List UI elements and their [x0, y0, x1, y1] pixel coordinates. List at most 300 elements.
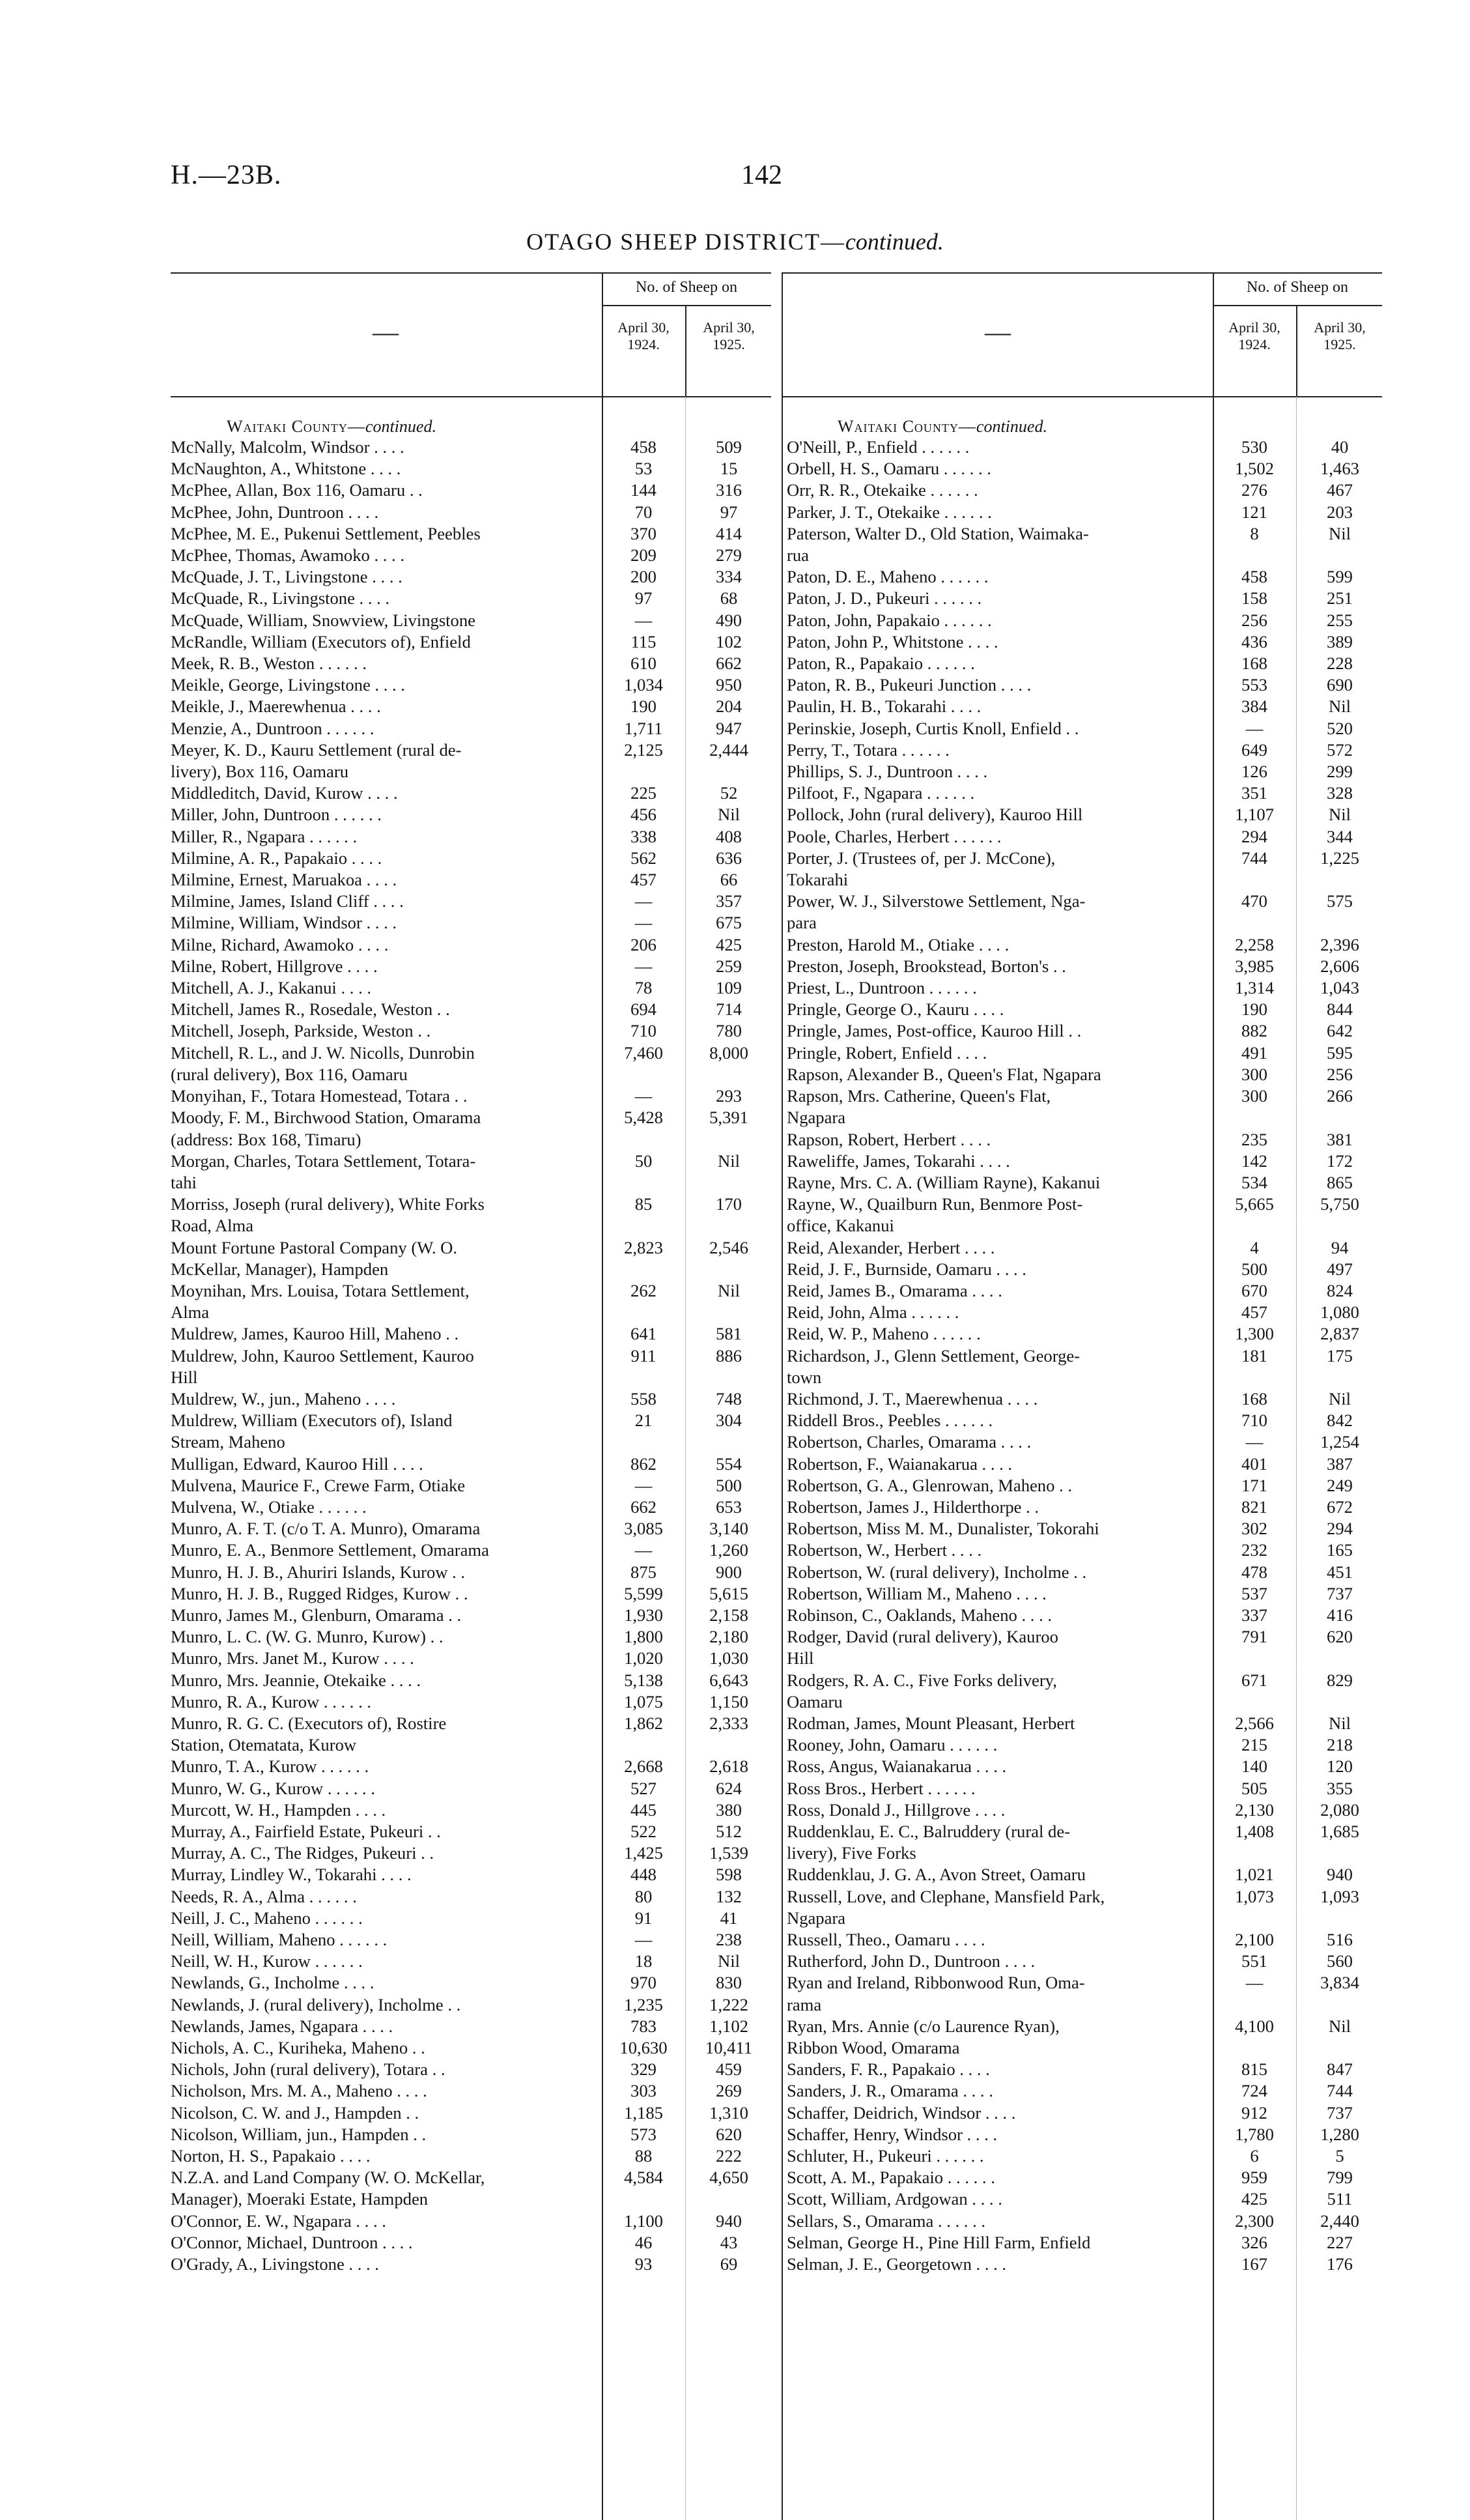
sheep-1924: 5,428 — [624, 1108, 663, 1128]
sheep-1924: 783 — [630, 2016, 657, 2036]
table-row — [171, 1388, 771, 1410]
sheep-1925: 256 — [1327, 1064, 1353, 1084]
sheep-1925: 459 — [716, 2059, 742, 2080]
table-row — [171, 1562, 771, 1583]
table-row — [782, 1929, 1382, 1951]
sheep-1925: 560 — [1327, 1951, 1353, 1971]
table-row — [171, 1042, 771, 1085]
sheep-1924: 527 — [630, 1778, 657, 1798]
owner-name: McPhee, Thomas, Awamoko . . . . — [171, 545, 405, 566]
owner-name: Murray, Lindley W., Tokarahi . . . . — [171, 1865, 412, 1885]
sheep-1925: 636 — [716, 848, 742, 868]
owner-name: Richardson, J., Glenn Settlement, George- town — [787, 1345, 1081, 1387]
table-row — [782, 588, 1382, 609]
sheep-1925: 355 — [1327, 1778, 1353, 1798]
owner-name: Rodger, David (rural delivery), Kauroo Hill — [787, 1627, 1058, 1668]
owner-name: Rapson, Alexander B., Queen's Flat, Ngapara — [787, 1064, 1101, 1084]
sheep-1924: — — [634, 891, 653, 911]
sheep-1925: 97 — [720, 502, 738, 522]
table-row — [171, 1453, 771, 1475]
col-1924-header: April 30, 1924. — [1228, 319, 1280, 352]
sheep-1925: 799 — [1327, 2168, 1353, 2188]
sheep-1924: 456 — [630, 805, 657, 825]
owner-name: Nichols, John (rural delivery), Totara . . — [171, 2059, 445, 2080]
table-row — [171, 674, 771, 696]
sheep-1924: 168 — [1241, 653, 1267, 674]
right-entries — [782, 437, 1382, 2275]
table-row — [782, 1172, 1382, 1194]
table-row — [782, 653, 1382, 674]
sheep-1925: 304 — [716, 1410, 742, 1431]
owner-name: McPhee, Allan, Box 116, Oamaru . . — [171, 480, 423, 500]
sheep-1924: 1,075 — [624, 1691, 663, 1711]
sheep-1925: 595 — [1327, 1042, 1353, 1063]
sheep-1924: 670 — [1241, 1280, 1267, 1300]
table-row — [782, 1280, 1382, 1302]
owner-name: Paton, J. D., Pukeuri . . . . . . — [787, 588, 982, 609]
sheep-1924: 448 — [630, 1865, 657, 1885]
owner-name: Neill, J. C., Maheno . . . . . . — [171, 1908, 363, 1928]
owner-name: Munro, T. A., Kurow . . . . . . — [171, 1756, 369, 1777]
sheep-1924: 710 — [1241, 1410, 1267, 1431]
owner-name: Selman, George H., Pine Hill Farm, Enfield — [787, 2232, 1091, 2252]
table-row — [782, 1431, 1382, 1453]
sheep-1925: Nil — [1329, 523, 1351, 543]
sheep-1925: Nil — [718, 1951, 740, 1971]
table-row — [171, 610, 771, 631]
table-row — [171, 956, 771, 977]
section-name: Waitaki County— — [227, 417, 365, 436]
owner-name: Rayne, Mrs. C. A. (William Rayne), Kakanui — [787, 1172, 1101, 1192]
sheep-1924: 875 — [630, 1562, 657, 1582]
table-row — [171, 502, 771, 523]
sheep-1924: 530 — [1241, 437, 1267, 457]
sheep-1925: 425 — [716, 934, 742, 954]
sheep-1924: 91 — [634, 1908, 653, 1928]
sheep-1924: 458 — [1241, 567, 1267, 587]
sheep-1924: 171 — [1241, 1475, 1267, 1495]
sheep-1924: 649 — [1241, 739, 1267, 760]
table-row — [782, 761, 1382, 782]
sheep-1924: 262 — [630, 1280, 657, 1300]
owner-name: Raweliffe, James, Tokarahi . . . . — [787, 1151, 1010, 1171]
table-row — [782, 1864, 1382, 1885]
section-heading — [171, 397, 771, 437]
sheep-1925: 1,080 — [1320, 1302, 1359, 1323]
table-row — [171, 2232, 771, 2254]
table-row — [782, 1670, 1382, 1713]
sheep-1925: 512 — [716, 1822, 742, 1841]
owner-name: McPhee, John, Duntroon . . . . — [171, 502, 379, 522]
sheep-1924: 1,862 — [624, 1713, 663, 1733]
table-row — [171, 566, 771, 588]
owner-name: McQuade, J. T., Livingstone . . . . — [171, 567, 403, 587]
sheep-1925: 624 — [716, 1778, 742, 1798]
table-row — [171, 653, 771, 674]
table-row — [171, 2167, 771, 2210]
table-row — [171, 1756, 771, 1777]
sheep-1925: 228 — [1327, 653, 1353, 674]
right-table-header — [782, 272, 1382, 397]
sheep-1925: 1,102 — [709, 2016, 748, 2036]
sheep-1924: — — [634, 610, 653, 630]
table-row — [171, 1691, 771, 1713]
sheep-1924: 200 — [630, 567, 657, 587]
sheep-1925: 516 — [1327, 1930, 1353, 1950]
sheep-1925: 2,618 — [709, 1756, 748, 1777]
sheep-1924: 744 — [1241, 848, 1267, 868]
sheep-1924: 862 — [630, 1453, 657, 1474]
sheep-1924: 6 — [1250, 2146, 1259, 2166]
table-row — [782, 1886, 1382, 1929]
sheep-1925: 744 — [1327, 2081, 1353, 2101]
sheep-1924: — — [634, 1930, 653, 1950]
name-column-dash: — — [985, 317, 1011, 347]
sheep-1925: 509 — [716, 437, 742, 457]
sheep-1924: 500 — [1241, 1259, 1267, 1279]
table-row — [171, 2124, 771, 2145]
table-row — [782, 2124, 1382, 2145]
sheep-1924: 610 — [630, 653, 657, 674]
table-row — [171, 2016, 771, 2037]
sheep-1925: 387 — [1327, 1453, 1353, 1474]
owner-name: Reid, J. F., Burnside, Oamaru . . . . — [787, 1259, 1026, 1279]
table-row — [171, 2145, 771, 2167]
sheep-1925: 294 — [1327, 1519, 1353, 1539]
owner-name: Power, W. J., Silverstowe Settlement, Nga- para — [787, 891, 1086, 933]
owner-name: O'Grady, A., Livingstone . . . . — [171, 2254, 379, 2274]
sheep-1925: 690 — [1327, 675, 1353, 695]
table-row — [171, 1648, 771, 1669]
sheep-1925: 299 — [1327, 762, 1353, 782]
owner-name: Newlands, J. (rural delivery), Incholme . . — [171, 1994, 461, 2014]
sheep-1925: 259 — [716, 956, 742, 976]
table-row — [782, 891, 1382, 934]
sheep-1925: 830 — [716, 1973, 742, 1993]
sheep-1924: 911 — [630, 1345, 657, 1366]
sheep-1925: 120 — [1327, 1756, 1353, 1777]
table-row — [782, 848, 1382, 891]
sheep-1924: 121 — [1241, 502, 1267, 522]
sheep-1925: 94 — [1331, 1237, 1349, 1257]
sheep-1925: 824 — [1327, 1280, 1353, 1300]
owner-name: Poole, Charles, Herbert . . . . . . — [787, 826, 1002, 846]
sheep-1925: 204 — [716, 696, 742, 717]
sheep-1924: 4 — [1250, 1237, 1259, 1257]
sheep-1924: 1,021 — [1235, 1865, 1274, 1885]
sheep-1925: 2,444 — [709, 739, 748, 760]
table-row — [782, 718, 1382, 739]
sheep-1924: 53 — [634, 459, 653, 479]
page-title — [0, 228, 1470, 255]
sheep-1924: — — [1245, 718, 1264, 738]
sheep-1925: 737 — [1327, 1583, 1353, 1603]
owner-name: Mitchell, R. L., and J. W. Nicolls, Dunrobin (rural delivery), Box 116, Oamaru — [171, 1042, 475, 1084]
sheep-1924: 256 — [1241, 610, 1267, 630]
table-row — [782, 1302, 1382, 1323]
owner-name: Scott, William, Ardgowan . . . . — [787, 2189, 1002, 2209]
table-row — [171, 1237, 771, 1280]
sheep-1925: 5,750 — [1320, 1194, 1359, 1214]
table-row — [782, 1237, 1382, 1259]
owner-name: Paton, John, Papakaio . . . . . . — [787, 610, 992, 630]
owner-name: O'Neill, P., Enfield . . . . . . — [787, 437, 970, 457]
title-continued: continued. — [845, 229, 944, 255]
sheep-1925: 947 — [716, 718, 742, 738]
owner-name: Pollock, John (rural delivery), Kauroo Hill — [787, 805, 1083, 825]
sheep-1925: 279 — [716, 545, 742, 566]
owner-name: Nichols, A. C., Kuriheka, Maheno . . — [171, 2038, 425, 2058]
sheep-1925: 68 — [720, 588, 738, 609]
sheep-1925: 3,140 — [709, 1519, 748, 1539]
sheep-1924: 337 — [1241, 1605, 1267, 1625]
owner-name: Porter, J. (Trustees of, per J. McCone), Tokarahi — [787, 848, 1056, 890]
sheep-1925: Nil — [1329, 696, 1351, 717]
sheep-1925: 451 — [1327, 1562, 1353, 1582]
sheep-1925: 662 — [716, 653, 742, 674]
sheep-1925: 344 — [1327, 826, 1353, 846]
sheep-1924: — — [1245, 1432, 1264, 1452]
owner-name: Paton, R., Papakaio . . . . . . — [787, 653, 975, 674]
table-row — [782, 1562, 1382, 1583]
owner-name: Perry, T., Totara . . . . . . — [787, 739, 950, 760]
table-row — [171, 1539, 771, 1561]
sheep-1925: 1,043 — [1320, 978, 1359, 998]
owner-name: Moody, F. M., Birchwood Station, Omarama (address: Box 168, Timaru) — [171, 1108, 481, 1149]
table-row — [782, 1064, 1382, 1085]
sheep-1924: 10,630 — [619, 2038, 668, 2058]
owner-name: McNaughton, A., Whitstone . . . . — [171, 459, 401, 479]
table-row — [171, 1280, 771, 1323]
owner-name: Robertson, Charles, Omarama . . . . — [787, 1432, 1032, 1452]
sheep-1925: 2,180 — [709, 1627, 748, 1647]
sheep-1925: 620 — [1327, 1627, 1353, 1647]
table-row — [782, 2145, 1382, 2167]
owner-name: Munro, R. A., Kurow . . . . . . — [171, 1691, 372, 1711]
table-row — [782, 1778, 1382, 1799]
table-row — [782, 1259, 1382, 1280]
sheep-1925: 408 — [716, 826, 742, 846]
table-row — [171, 1410, 771, 1453]
table-row — [171, 912, 771, 934]
owner-name: Pilfoot, F., Ngapara . . . . . . — [787, 783, 975, 803]
table-row — [171, 631, 771, 653]
owner-name: Muldrew, John, Kauroo Settlement, Kauroo Hill — [171, 1345, 474, 1387]
sheep-1925: Nil — [1329, 805, 1351, 825]
sheep-1924: 537 — [1241, 1583, 1267, 1603]
sheep-1924: 21 — [634, 1410, 653, 1431]
owner-name: Mulvena, W., Otiake . . . . . . — [171, 1496, 367, 1517]
sheep-1925: 249 — [1327, 1475, 1353, 1495]
sheep-1924: 2,300 — [1235, 2211, 1274, 2231]
sheep-1924: 235 — [1241, 1129, 1267, 1149]
table-row — [171, 718, 771, 739]
sheep-1924: 168 — [1241, 1388, 1267, 1409]
owner-name: Nicolson, C. W. and J., Hampden . . — [171, 2102, 419, 2123]
sheep-1925: 780 — [716, 1021, 742, 1041]
sheep-1924: 158 — [1241, 588, 1267, 609]
table-row — [171, 934, 771, 956]
owner-name: Schaffer, Henry, Windsor . . . . — [787, 2124, 998, 2144]
sheep-1925: 328 — [1327, 783, 1353, 803]
table-row — [171, 1929, 771, 1951]
owner-name: Murray, A., Fairfield Estate, Pukeuri . . — [171, 1822, 441, 1841]
sheep-1924: 1,034 — [624, 675, 663, 695]
page-number: 142 — [741, 160, 782, 190]
sheep-1925: 572 — [1327, 739, 1353, 760]
owner-name: Meek, R. B., Weston . . . . . . — [171, 653, 367, 674]
table-row — [782, 1475, 1382, 1496]
owner-name: Russell, Love, and Clephane, Mansfield Park, Ngapara — [787, 1886, 1105, 1928]
sheep-1924: 562 — [630, 848, 657, 868]
sheep-1924: 558 — [630, 1388, 657, 1409]
sheep-1925: 620 — [716, 2124, 742, 2144]
sheep-1924: 3,085 — [624, 1519, 663, 1539]
table-row — [782, 977, 1382, 999]
sheep-1924: 534 — [1241, 1172, 1267, 1192]
title-main: OTAGO SHEEP DISTRICT— — [526, 229, 845, 255]
sheep-1924: 1,502 — [1235, 459, 1274, 479]
sheep-1925: 1,310 — [709, 2102, 748, 2123]
table-row — [171, 2102, 771, 2124]
table-row — [171, 1972, 771, 1994]
table-row — [171, 480, 771, 501]
table-row — [782, 2188, 1382, 2210]
sheep-1924: — — [634, 956, 653, 976]
section-heading — [782, 397, 1382, 437]
sheep-1924: 70 — [634, 502, 653, 522]
table-row — [171, 999, 771, 1020]
sheep-1925: 1,222 — [709, 1994, 748, 2014]
owner-name: Selman, J. E., Georgetown . . . . — [787, 2254, 1007, 2274]
sheep-1925: 3,834 — [1320, 1973, 1359, 1993]
table-row — [782, 1539, 1382, 1561]
table-row — [171, 1626, 771, 1648]
owner-name: McNally, Malcolm, Windsor . . . . — [171, 437, 404, 457]
table-row — [171, 1670, 771, 1691]
owner-name: Milmine, William, Windsor . . . . — [171, 913, 397, 933]
sheep-1925: 575 — [1327, 891, 1353, 911]
table-row — [171, 2059, 771, 2080]
sheep-1924: 710 — [630, 1021, 657, 1041]
sheep-1925: 269 — [716, 2081, 742, 2101]
owner-name: Nicholson, Mrs. M. A., Maheno . . . . — [171, 2081, 427, 2101]
table-row — [171, 1842, 771, 1864]
sheep-1924: 791 — [1241, 1627, 1267, 1647]
sheep-1925: 8,000 — [709, 1042, 748, 1063]
sheep-1924: 80 — [634, 1886, 653, 1906]
sheep-1925: 737 — [1327, 2102, 1353, 2123]
sheep-1925: 886 — [716, 1345, 742, 1366]
owner-name: Munro, A. F. T. (c/o T. A. Munro), Omarama — [171, 1519, 481, 1539]
owner-name: Pringle, James, Post-office, Kauroo Hill . . — [787, 1021, 1082, 1041]
owner-name: Rodgers, R. A. C., Five Forks delivery, Oamaru — [787, 1670, 1057, 1711]
sheep-1924: 326 — [1241, 2232, 1267, 2252]
owner-name: Reid, James B., Omarama . . . . — [787, 1280, 1002, 1300]
table-row — [782, 782, 1382, 804]
owner-name: Morriss, Joseph (rural delivery), White Forks Road, Alma — [171, 1194, 485, 1236]
sheep-1925: 653 — [716, 1496, 742, 1517]
table-row — [171, 782, 771, 804]
table-row — [782, 1345, 1382, 1388]
sheep-1924: 215 — [1241, 1735, 1267, 1755]
table-row — [782, 956, 1382, 977]
sheep-1925: 66 — [720, 870, 738, 890]
section-name: Waitaki County— — [838, 417, 976, 436]
sheep-1925: 218 — [1327, 1735, 1353, 1755]
owner-name: Parker, J. T., Otekaike . . . . . . — [787, 502, 992, 522]
sheep-1924: 1,107 — [1235, 805, 1274, 825]
sheep-1924: 445 — [630, 1799, 657, 1820]
sheep-1925: 381 — [1327, 1129, 1353, 1149]
sheep-1925: 2,396 — [1320, 934, 1359, 954]
sheep-1925: 497 — [1327, 1259, 1353, 1279]
owner-name: Ruddenklau, E. C., Balruddery (rural de- livery), Five Forks — [787, 1822, 1070, 1863]
sheep-1925: 203 — [1327, 502, 1353, 522]
sheep-1925: 847 — [1327, 2059, 1353, 2080]
sheep-1925: 672 — [1327, 1496, 1353, 1517]
sheep-1924: 2,125 — [624, 739, 663, 760]
sheep-1924: 300 — [1241, 1064, 1267, 1084]
sheep-1924: 5,665 — [1235, 1194, 1274, 1214]
sheep-1924: 303 — [630, 2081, 657, 2101]
table-row — [782, 2232, 1382, 2254]
sheep-1925: Nil — [718, 1151, 740, 1171]
sheep-1925: 511 — [1327, 2189, 1353, 2209]
table-row — [782, 1410, 1382, 1431]
owner-name: Preston, Joseph, Brookstead, Borton's . . — [787, 956, 1066, 976]
owner-name: Robinson, C., Oaklands, Maheno . . . . — [787, 1605, 1053, 1625]
table-row — [171, 1951, 771, 1972]
sheep-1924: 209 — [630, 545, 657, 566]
sheep-1925: 4,650 — [709, 2168, 748, 2188]
owner-name: Robertson, Miss M. M., Dunalister, Tokorahi — [787, 1519, 1099, 1539]
sheep-1925: 43 — [720, 2232, 738, 2252]
sheep-1925: 490 — [716, 610, 742, 630]
owner-name: Neill, William, Maheno . . . . . . — [171, 1930, 388, 1950]
table-row — [782, 1756, 1382, 1777]
sheep-1925: 172 — [1327, 1151, 1353, 1171]
table-row — [171, 1518, 771, 1539]
table-row — [782, 934, 1382, 956]
table-row — [171, 2037, 771, 2059]
owner-name: Monyihan, F., Totara Homestead, Totara . . — [171, 1086, 468, 1106]
sheep-1924: 522 — [630, 1822, 657, 1841]
table-row — [171, 2211, 771, 2232]
sheep-1924: 190 — [630, 696, 657, 717]
owner-name: O'Connor, Michael, Duntroon . . . . — [171, 2232, 413, 2252]
owner-name: Munro, Mrs. Jeannie, Otekaike . . . . — [171, 1670, 421, 1690]
sheep-1924: 821 — [1241, 1496, 1267, 1517]
sheep-1924: 470 — [1241, 891, 1267, 911]
owner-name: Munro, James M., Glenburn, Omarama . . — [171, 1605, 462, 1625]
sheep-1925: 255 — [1327, 610, 1353, 630]
sheep-1924: — — [1245, 1973, 1264, 1993]
table-row — [782, 1583, 1382, 1605]
owner-name: Orr, R. R., Otekaike . . . . . . — [787, 480, 978, 500]
sheep-1925: 414 — [716, 523, 742, 543]
table-row — [171, 696, 771, 717]
table-row — [171, 1778, 771, 1799]
owner-name: Needs, R. A., Alma . . . . . . — [171, 1886, 357, 1906]
sheep-1925: 1,150 — [709, 1691, 748, 1711]
sheep-1924: 190 — [1241, 999, 1267, 1020]
sheep-1925: 222 — [716, 2146, 742, 2166]
owner-name: Neill, W. H., Kurow . . . . . . — [171, 1951, 363, 1971]
sheep-1925: 69 — [720, 2254, 738, 2274]
owner-name: Reid, John, Alma . . . . . . — [787, 1302, 959, 1323]
name-column-dash: — — [373, 317, 399, 347]
